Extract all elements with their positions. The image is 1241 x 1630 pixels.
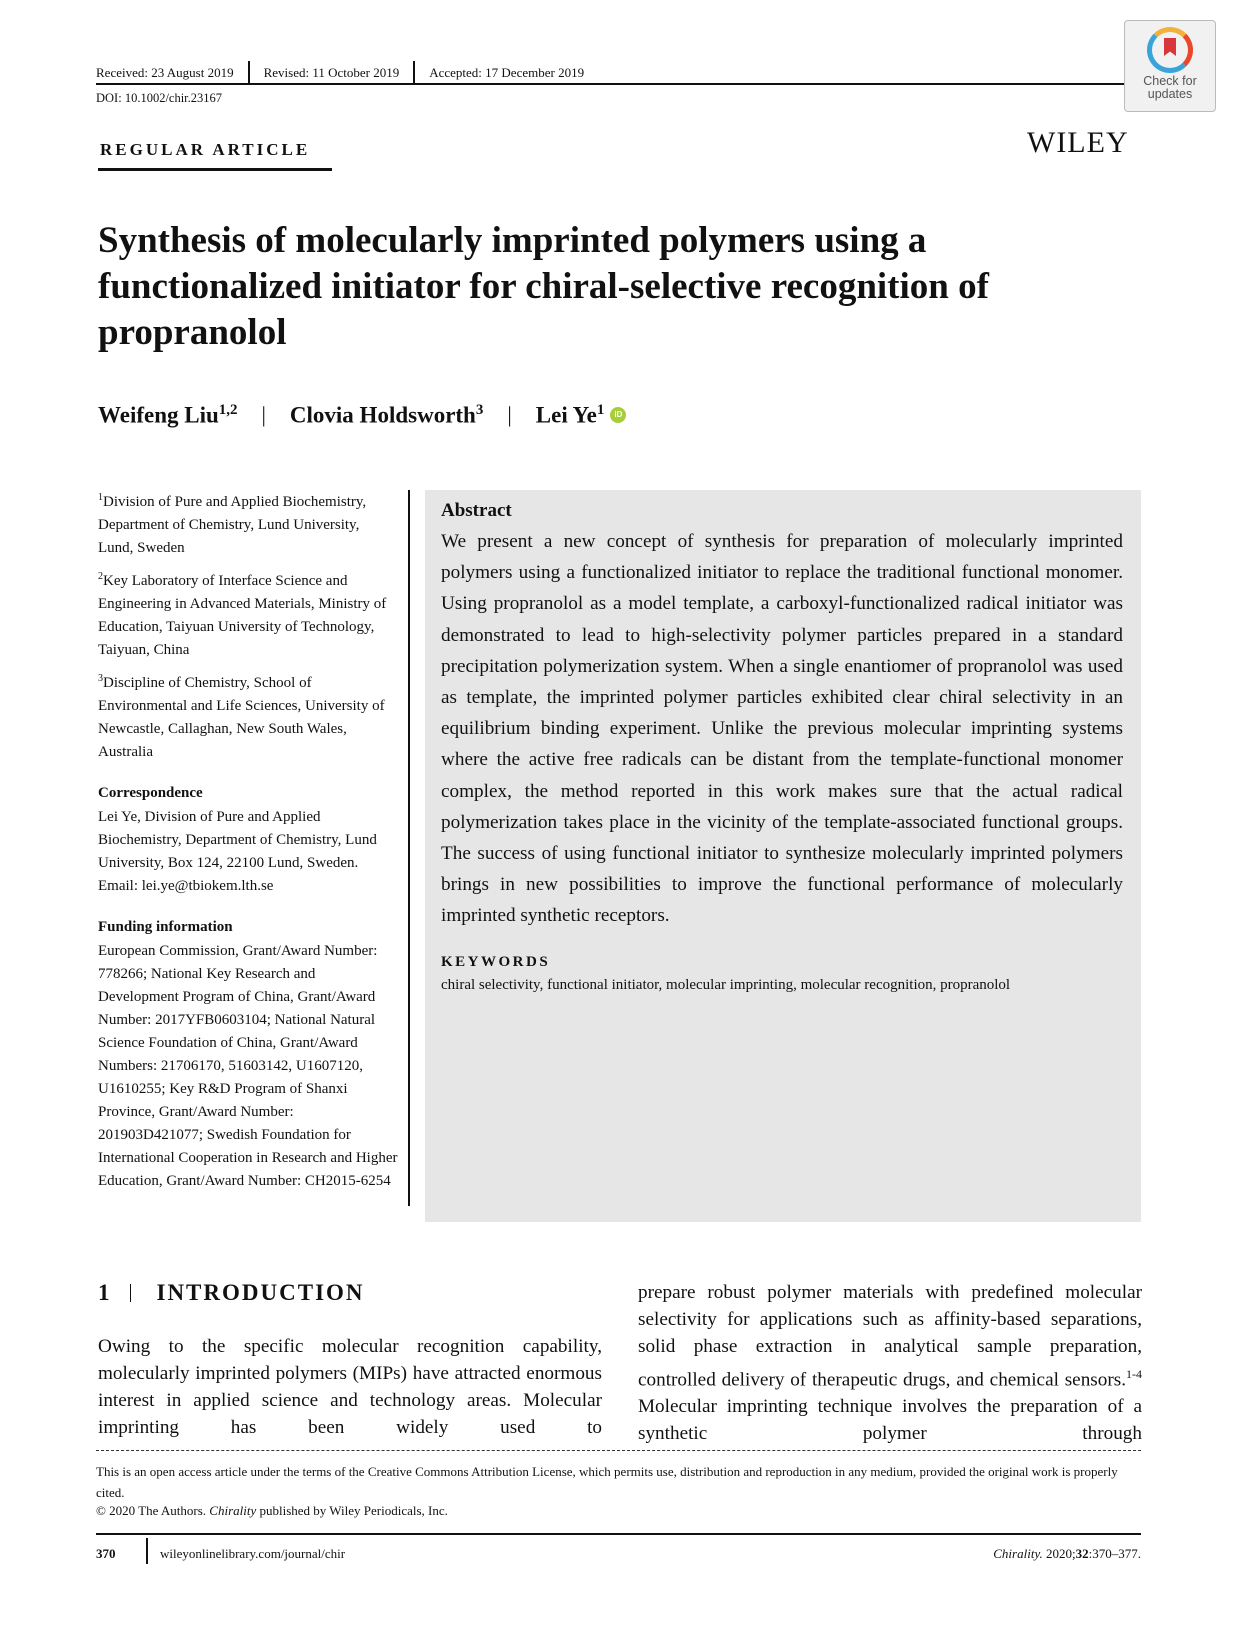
funding-heading: Funding information: [98, 919, 233, 935]
affiliation: $^2$Key Laboratory of Interface Science and Engineering in Advanced Materials, Ministry of Education, Taiyuan University of Technology, Taiyuan, China: [98, 571, 387, 658]
author-name[interactable]: Clovia Holdsworth$^3$: [289, 402, 484, 428]
keywords-heading: KEYWORDS: [441, 953, 551, 970]
citation-line: Chirality. 2020;32:370–377.: [993, 1546, 1141, 1561]
publisher-logo: WILEY: [1027, 126, 1129, 159]
journal-url[interactable]: wileyonlinelibrary.com/journal/chir: [160, 1546, 346, 1561]
section-heading: [98, 1280, 365, 1306]
article-title: Synthesis of molecularly imprinted polymers using a functionalized initiator for chiral-selective recognition of propranolol: [98, 220, 989, 353]
section-title: INTRODUCTION: [156, 1280, 365, 1305]
copyright: © 2020 The Authors. Chirality published by Wiley Periodicals, Inc.: [96, 1503, 448, 1518]
footer-rule: [96, 1533, 1141, 1535]
intro-paragraph-col2: prepare robust polymer materials with predefined molecular selectivity for applications such as affinity-based separations, solid phase extraction in analytical sample preparation, controlled delivery of therapeutic drugs, and chemical sensors.$^{1-4}$ Molecular imprinting technique involves the preparation of a synthetic polymer through: [638, 1282, 1142, 1444]
author-list: [98, 402, 626, 429]
affiliation: $^1$Division of Pure and Applied Biochemistry, Department of Chemistry, Lund University, Lund, Sweden: [98, 492, 367, 556]
section-separator: [130, 1284, 131, 1302]
abstract-heading: Abstract: [441, 500, 512, 521]
footer-dashed-rule: [96, 1450, 1141, 1451]
article-type-underline: [98, 168, 332, 171]
intro-paragraph-col1: Owing to the specific molecular recognition capability, molecularly imprinted polymers (MIPs) have attracted enormous interest in applied science and technology areas. Molecular imprinting has been widely used to: [98, 1336, 602, 1438]
header-rule: [96, 83, 1124, 85]
author-separator: |: [507, 402, 512, 428]
check-updates-label-2: updates: [1147, 87, 1193, 101]
doi: DOI: 10.1002/chir.23167: [96, 91, 223, 105]
author-name[interactable]: Lei Ye$^1$: [535, 402, 605, 428]
author-name[interactable]: Weifeng Liu$^{1,2}$: [98, 402, 238, 428]
check-updates-label-1: Check for: [1143, 74, 1197, 88]
abstract-text: We present a new concept of synthesis for preparation of molecularly imprinted polymers using a functionalized initiator to replace the traditional functional monomer. Using propranolol as a model template, a carboxyl-functionalized radical initiator was demonstrated to lead to high-selectivity polymer particles prepared in a standard precipitation polymerization system. When a single enantiomer of propranolol was used as template, the imprinted polymer particles exhibited clear chiral selectivity in an equilibrium binding experiment. Unlike the previous molecular imprinting systems where the active free radicals can be distant from the template-functional monomer complex, the method reported in this work makes sure that the actual radical polymerization takes place in the vicinity of the template-associated functional groups. The success of using functional initiator to synthesize molecularly imprinted polymers brings in new possibilities to improve the functional performance of molecularly imprinted synthetic receptors.: [441, 531, 1123, 927]
page-number: 370: [96, 1546, 116, 1561]
citation-ref[interactable]: 1-4: [1126, 1366, 1142, 1381]
footer-separator: [146, 1538, 148, 1564]
revised-date: Revised: 11 October 2019: [263, 65, 400, 80]
orcid-icon[interactable]: iD: [610, 407, 626, 423]
funding-text: European Commission, Grant/Award Number: 778266; National Key Research and Development Program of China, Grant/Award Number: 2017YFB0603104; National Natural Science Foundation of China, Grant/Award Numbers: 21706170, 51603142, U1607120, U1610255; Key R&D Program of Shanxi Province, Grant/Award Number: 201903D421077; Swedish Foundation for International Cooperation in Research and Higher Education, Grant/Award Number: CH2015-6254: [98, 943, 398, 1189]
author-separator: |: [261, 402, 266, 428]
abstract-box: [425, 490, 1141, 1222]
article-type: REGULAR ARTICLE: [100, 140, 311, 159]
keywords: chiral selectivity, functional initiator, molecular imprinting, molecular recognition, propranolol: [441, 976, 1011, 993]
affiliation: $^3$Discipline of Chemistry, School of Environmental and Life Sciences, University of Newcastle, Callaghan, New South Wales, Australia: [98, 673, 385, 760]
check-for-updates-button[interactable]: [1124, 20, 1216, 112]
accepted-date: Accepted: 17 December 2019: [429, 65, 585, 80]
license-text: This is an open access article under the terms of the Creative Commons Attribution License, which permits use, distribution and reproduction in any medium, provided the original work is properly cited.: [96, 1464, 1118, 1500]
crossmark-icon: [1147, 27, 1193, 73]
correspondence-email[interactable]: Email: lei.ye@tbiokem.lth.se: [98, 878, 274, 894]
affiliations-column: [98, 486, 398, 1198]
section-number: 1: [98, 1280, 112, 1305]
correspondence-heading: Correspondence: [98, 785, 203, 801]
correspondence-text: Lei Ye, Division of Pure and Applied Biochemistry, Department of Chemistry, Lund University, Box 124, 22100 Lund, Sweden.: [98, 809, 377, 871]
received-date: Received: 23 August 2019: [96, 65, 234, 80]
column-divider: [408, 490, 410, 1206]
article-dates: [96, 62, 598, 84]
